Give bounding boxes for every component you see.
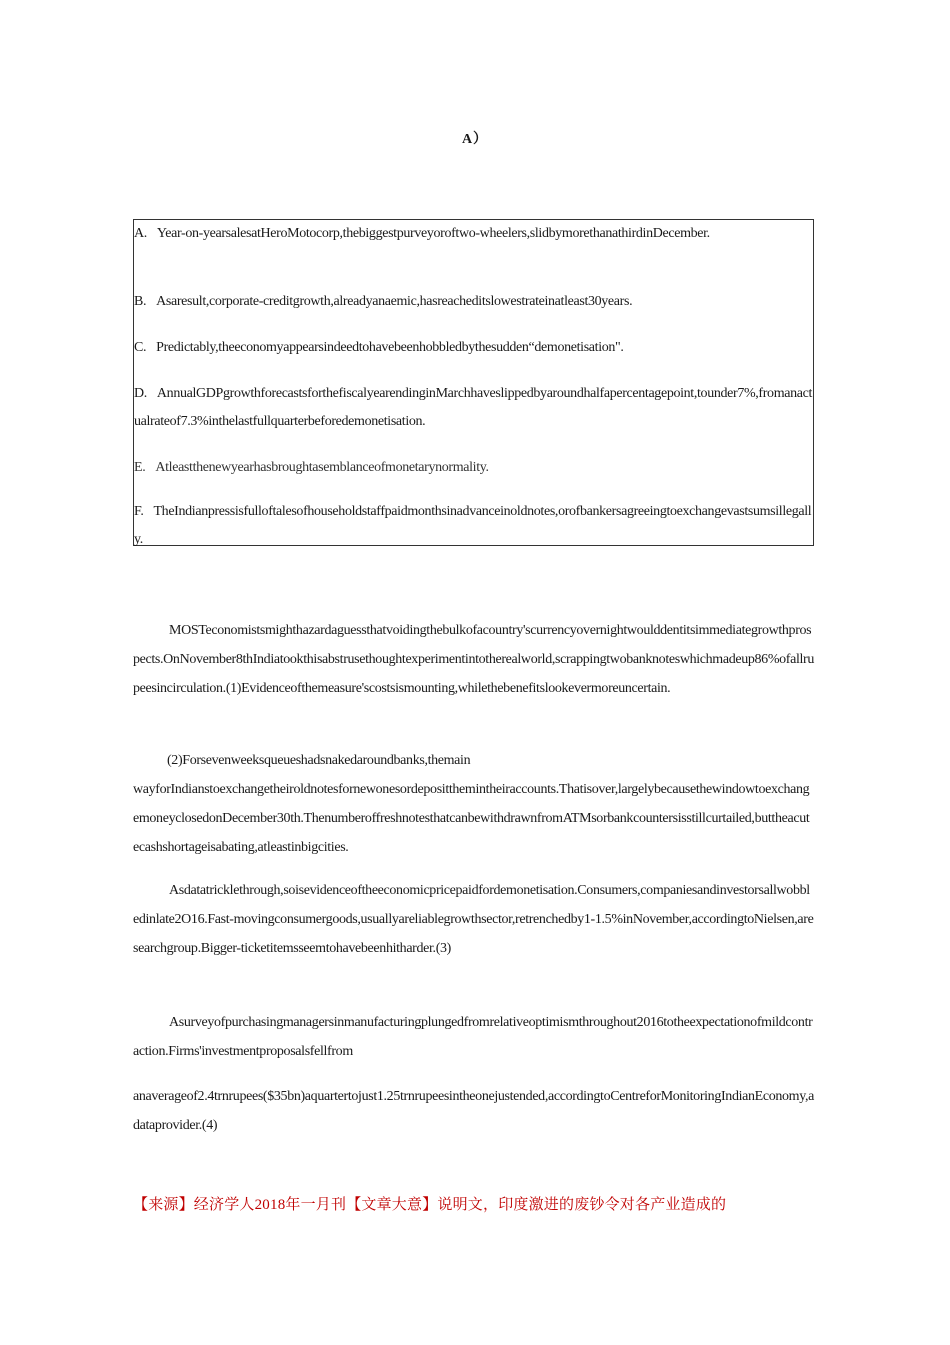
paragraph-3-text: Asdatatricklethrough,soisevidenceoftheeconomicpricepaidfordemonetisation.Consumers,companiesandinvestorsallwobbledinlate2O16.Fast-movingconsumergoods,usuallyareliablegrowthsector,retrenchedby1-1.5%inNovember,accordingtoNielsen,aresearchgroup.Bigger-ticketitemsseemtohavebeenhitharder.(3) — [133, 883, 814, 956]
section-heading: A） — [461, 132, 489, 147]
paragraph-1-text: MOSTeconomistsmighthazardaguessthatvoidingthebulkofacountry'scurrencyovernightwoulddentitsimmediategrowthprospects.OnNovember8thIndiatookthisabstrusethoughtexperimentintotherealworld,scrappingtwobanknoteswhichmadeup86%ofallrupeesincirculation.(1)Evidenceofthemeasure'scostsismounting,whilethebenefitslookevermoreuncertain. — [133, 623, 814, 696]
paragraph-2-text: wayforIndianstoexchangetheiroldnotesfornewonesordeposittheminthеiraccounts.Thatisover,largelybecausethewindowtoexchangemoneyclosedonDecember30th.ThenumberoffreshnotesthatcanbewithdrawnfromATMsorbankcountersisstillcurtailed,buttheacutecashshortageisabating,atleastinbigcities. — [133, 782, 810, 855]
paragraph-2 — [133, 746, 815, 862]
paragraph-2-first-line: (2)Forsevenweeksqueueshadsnakedaroundbanks,themain — [167, 753, 471, 768]
options-box — [133, 219, 814, 546]
option-text: Atleastthenewyearhasbroughtasemblanceofmonetarynormality. — [155, 460, 489, 475]
option-c — [134, 334, 813, 362]
option-letter: E. — [134, 460, 146, 475]
source-annotation: 【来源】经济学人2018年一月刊【文章大意】说明文，印度激进的废钞令对各产业造成的 — [133, 1197, 727, 1213]
option-text: Asaresult,corporate-creditgrowth,alreadyanaemic,hasreacheditslowestrateinatleast30years. — [156, 294, 633, 309]
option-letter: C. — [134, 340, 147, 355]
paragraph-4-text-b: anaverageof2.4trnrupees($35bn)aquartertojust1.25trnrupeesintheonejustended,accordingtoCentreforMonitoringIndianEconomy,adataprovider.(4) — [133, 1089, 814, 1133]
option-letter: D. — [134, 386, 147, 401]
option-text: TheIndianpressisfulloftalesofhouseholdstaffpaidmonthsinadvanceinoldnotes,orofbankersagreeingtoexchangevastsumsillegally. — [134, 504, 812, 547]
paragraph-3 — [133, 876, 815, 963]
option-b — [134, 288, 813, 316]
option-letter: B. — [134, 294, 147, 309]
option-a — [134, 220, 813, 248]
paragraph-4-part-2 — [133, 1082, 815, 1140]
option-d — [134, 380, 813, 436]
option-text: Year-on-yearsalesatHeroMotocorp,thebiggestpurveyoroftwo-wheelers,slidbymorethanathirdinDecember. — [156, 226, 710, 241]
option-e — [134, 454, 813, 482]
option-text: Predictably,theeconomyappearsindeedtohavebeenhobbledbythesudden“demonetisation". — [156, 340, 624, 355]
option-letter: F. — [134, 504, 144, 519]
paragraph-4-text-a: Asurveyofpurchasingmanagersinmanufacturingplungedfromrelativeoptimismthroughout2016totheexpectationofmildcontraction.Firms'investmentproposalsfellfrom — [133, 1015, 813, 1059]
option-text: AnnualGDPgrowthforecastsforthefiscalyearendinginMarchhaveslippedbyaroundhalfapercentagepoint,tounder7%,fromanactualrateof7.3%inthelastfullquarterbeforedemonetisation. — [134, 386, 813, 429]
paragraph-4-part-1 — [133, 1008, 815, 1066]
option-letter: A. — [134, 226, 147, 241]
option-f — [134, 498, 813, 554]
paragraph-1 — [133, 616, 815, 703]
